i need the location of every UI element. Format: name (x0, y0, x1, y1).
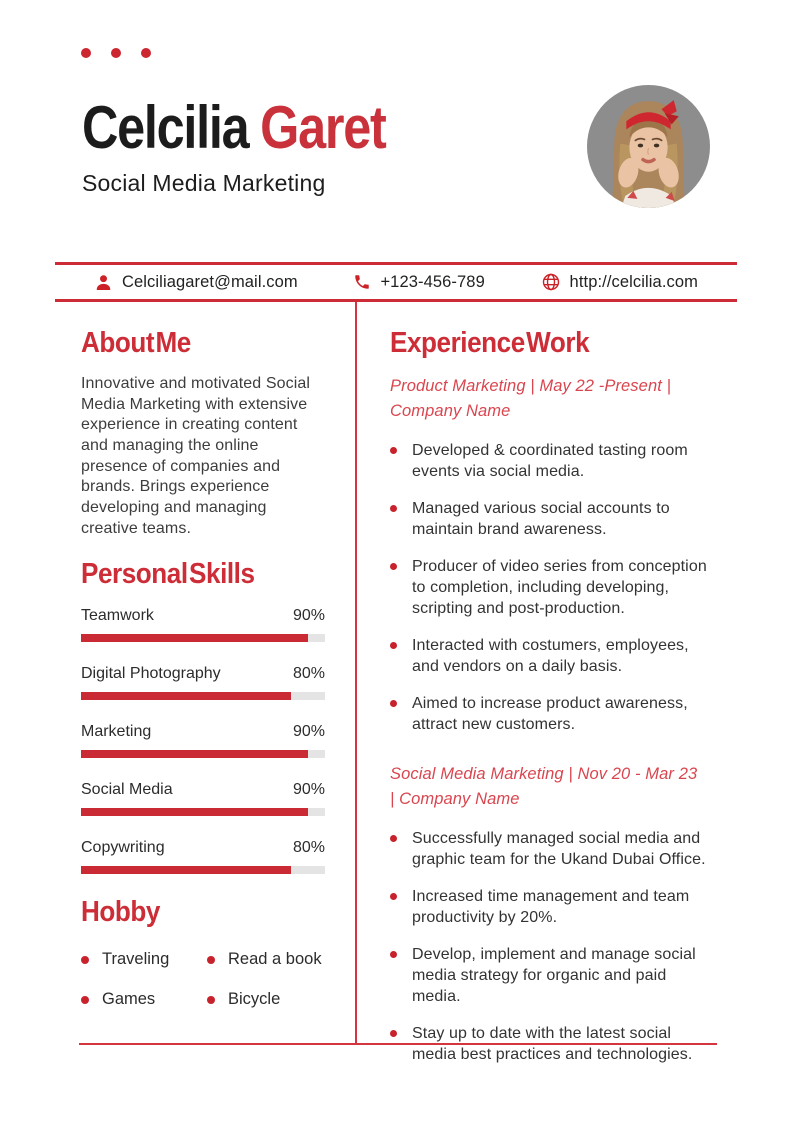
hobby-title: Hobby (81, 896, 160, 929)
job-bullet (390, 886, 710, 928)
red-dot (111, 48, 121, 58)
bullet-icon (81, 956, 89, 964)
job-bullet-text: Stay up to date with the latest social media best practices and technologies. (412, 1024, 693, 1063)
header (82, 96, 443, 197)
job-bullet (390, 556, 710, 619)
contact-email (94, 273, 298, 292)
bullet-icon (207, 996, 215, 1004)
hobby-label: Traveling (102, 950, 170, 969)
hobby-item (81, 990, 207, 1009)
skill-bar-fill (81, 808, 308, 816)
job-bullet-list (390, 440, 710, 735)
skill-bar-track (81, 750, 325, 758)
contact-website (541, 272, 698, 292)
job-bullet-text: Developed & coordinated tasting room events via social media. (412, 441, 688, 480)
skill-row (81, 665, 325, 700)
job-entry (390, 762, 710, 1065)
skill-percent-label: 90% (292, 723, 325, 741)
bullet-icon (390, 700, 397, 707)
skill-bar-fill (81, 634, 308, 642)
job-heading: Social Media Marketing | Nov 20 - Mar 23 | Company Name (390, 764, 698, 808)
person-icon (94, 273, 113, 292)
skill-row (81, 781, 325, 816)
phone-text: +123-456-789 (380, 272, 485, 291)
right-column (357, 302, 737, 1063)
skills-list (81, 607, 325, 874)
bullet-icon (390, 893, 397, 900)
job-bullet (390, 944, 710, 1007)
job-bullet-text: Develop, implement and manage social media strategy for organic and paid media. (412, 945, 696, 1005)
job-bullet-text: Successfully managed social media and graphic team for the Ukand Dubai Office. (412, 829, 706, 868)
bottom-divider (79, 1043, 717, 1045)
skill-label: Social Media (81, 781, 173, 799)
skill-label: Copywriting (81, 839, 165, 857)
decorative-dots (81, 48, 151, 58)
skill-bar-fill (81, 866, 291, 874)
job-bullet-list (390, 828, 710, 1065)
skill-label: Teamwork (81, 607, 154, 625)
job-bullet-text: Increased time management and team productivity by 20%. (412, 887, 690, 926)
phone-icon (353, 273, 371, 291)
job-bullet (390, 635, 710, 677)
hobby-label: Bicycle (228, 990, 281, 1009)
hobby-list (81, 950, 325, 1009)
last-name: Garet (260, 94, 386, 161)
first-name: Celcilia (82, 94, 249, 161)
skill-bar-track (81, 808, 325, 816)
about-me-title: About Me (81, 327, 191, 359)
hobby-label: Read a book (228, 950, 322, 969)
avatar-illustration (587, 85, 710, 208)
job-bullet-text: Interacted with costumers, employees, and vendors on a daily basis. (412, 636, 689, 675)
skill-bar-track (81, 692, 325, 700)
skill-row (81, 723, 325, 758)
skill-percent-label: 80% (292, 665, 325, 683)
experience-title: Experience Work (390, 327, 590, 359)
bullet-icon (390, 951, 397, 958)
bullet-icon (390, 505, 397, 512)
job-bullet (390, 828, 710, 870)
skill-percent-label: 80% (292, 839, 325, 857)
job-bullet-text: Producer of video series from conception to completion, including developing, scripting and post-production. (412, 557, 707, 617)
globe-icon (541, 272, 561, 292)
red-dot (81, 48, 91, 58)
hobby-item (207, 990, 325, 1009)
bullet-icon (390, 642, 397, 649)
hobby-item (207, 950, 325, 969)
avatar (587, 85, 710, 208)
skill-label: Digital Photography (81, 665, 221, 683)
bullet-icon (390, 835, 397, 842)
job-bullet-text: Aimed to increase product awareness, attract new customers. (412, 694, 688, 733)
red-dot (141, 48, 151, 58)
job-bullet (390, 498, 710, 540)
job-entry (390, 374, 710, 735)
contact-bar (55, 262, 737, 302)
skill-percent-label: 90% (292, 607, 325, 625)
bullet-icon (81, 996, 89, 1004)
skill-bar-fill (81, 750, 308, 758)
skill-label: Marketing (81, 723, 152, 741)
skill-row (81, 607, 325, 642)
hobby-label: Games (102, 990, 156, 1009)
bullet-icon (390, 1030, 397, 1037)
skill-bar-track (81, 634, 325, 642)
email-text: Celciliagaret@mail.com (122, 272, 298, 291)
left-column (55, 302, 355, 1043)
hobby-item (81, 950, 207, 969)
website-text: http://celcilia.com (569, 272, 698, 291)
contact-phone (353, 273, 484, 292)
page-title (82, 96, 386, 161)
main-content (55, 302, 737, 1063)
personal-skills-title: Personal Skills (81, 557, 255, 590)
skill-bar-track (81, 866, 325, 874)
job-bullet-text: Managed various social accounts to maintain brand awareness. (412, 499, 670, 538)
bullet-icon (390, 447, 397, 454)
bullet-icon (207, 956, 215, 964)
about-me-text: Innovative and motivated Social Media Marketing with extensive experience in creating content and managing the online presence of companies and brands. Brings experience developing and managing creative teams. (81, 374, 311, 537)
skill-percent-label: 90% (292, 781, 325, 799)
job-subtitle: Social Media Marketing (82, 169, 326, 196)
job-bullet (390, 693, 710, 735)
job-bullet (390, 440, 710, 482)
skill-bar-fill (81, 692, 291, 700)
bullet-icon (390, 563, 397, 570)
job-heading: Product Marketing | May 22 -Present | Company Name (390, 376, 671, 420)
skill-row (81, 839, 325, 874)
